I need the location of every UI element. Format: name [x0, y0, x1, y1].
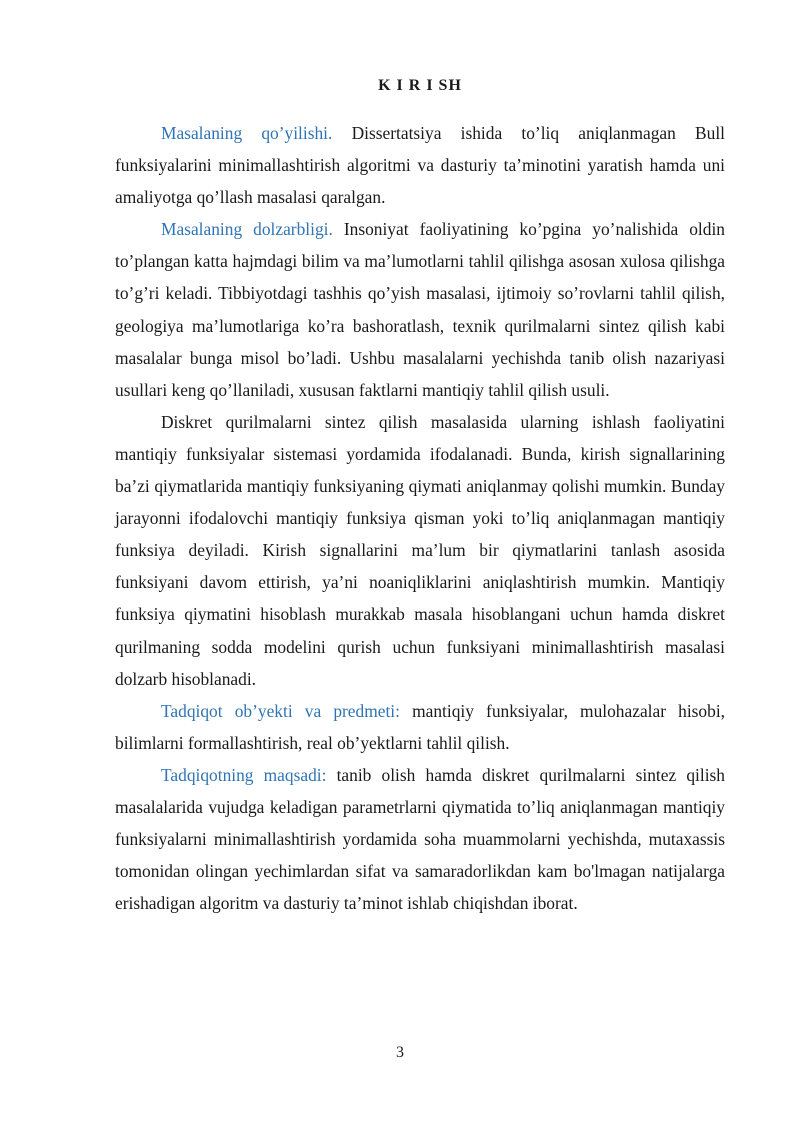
paragraph-heading: Masalaning qo’yilishi.	[161, 123, 333, 143]
paragraph-research-object	[115, 695, 725, 759]
paragraph-text: mantiqiy funksiyalar, mulohazalar hisobi, bilimlarni formallashtirish, real ob’yektlarni tahlil qilish.	[115, 700, 725, 753]
paragraph-heading: Tadqiqot ob’yekti va predmeti:	[161, 700, 400, 721]
paragraph-text: Dissertatsiya ishida to’liq aniqlanmagan Bull funksiyalarini minimallashtirish algoritmi va dasturiy ta’minotini yaratish hamda uni amaliyotga qo’llash masalasi qaralgan.	[115, 123, 725, 208]
paragraph-text: Diskret qurilmalarni sintez qilish masalasida ularning ishlash faoliyatini mantiqiy funksiyalar sistemasi yordamida ifodalanadi. Bunda, kirish signallarining ba’zi qiymatlarida mantiqiy funksiyaning qiymati aniqlanmay qolishi mumkin. Bunday jarayonni ifodalovchi mantiqiy funksiya qisman yoki to’liq aniqlanmagan mantiqiy funksiya deyiladi. Kirish signallarini ma’lum bir qiymatlarini tanlash asosida funksiyani davom ettirish, ya’ni noaniqliklarini aniqlashtirish mumkin. Mantiqiy funksiya qiymatini hisoblash murakkab masala hisoblangani uchun hamda diskret qurilmaning sodda modelini qurish uchun funksiyani minimallashtirish masalasi dolzarb hisoblanadi.	[115, 411, 725, 689]
paragraph-relevance	[115, 213, 725, 406]
paragraph-discrete-devices	[115, 406, 725, 695]
paragraph-text: Insoniyat faoliyatining ko’pgina yo’nalishida oldin to’plangan katta hajmdagi bilim va ma’lumotlarni tahlil qilishga asosan xulosa qilishga to’g’ri keladi. Tibbiyotdagi tashhis qo’yish masalasi, ijtimoiy so’rovlarni tahlil qilish, geologiya ma’lumotlariga ko’ra bashoratlash, texnik qurilmalarni sintez qilish kabi masalalar bunga misol bo’ladi. Ushbu masalalarni yechishda tanib olish nazariyasi usullari keng qo’llaniladi, xususan faktlarni mantiqiy tahlil qilish usuli.	[115, 219, 725, 400]
paragraph-research-goal	[115, 759, 725, 919]
body-text	[115, 117, 725, 919]
paragraph-text: tanib olish hamda diskret qurilmalarni sintez qilish masalalarida vujudga keladigan parametrlarni qiymatida to’liq aniqlanmagan mantiqiy funksiyalarni minimallashtirish yordamida soha muammolarni yechishda, mutaxassis tomonidan olingan yechimlardan sifat va samaradorlikdan kam bo'lmagan natijalarga erishadigan algoritm va dasturiy ta’minot ishlab chiqishdan iborat.	[115, 764, 725, 914]
paragraph-problem-statement	[115, 117, 725, 213]
paragraph-heading: Tadqiqotning maqsadi:	[161, 764, 327, 785]
paragraph-heading: Masalaning dolzarbligi.	[161, 219, 333, 240]
page-number: 3	[396, 1044, 404, 1061]
page-title: K I R I SH	[378, 77, 462, 94]
